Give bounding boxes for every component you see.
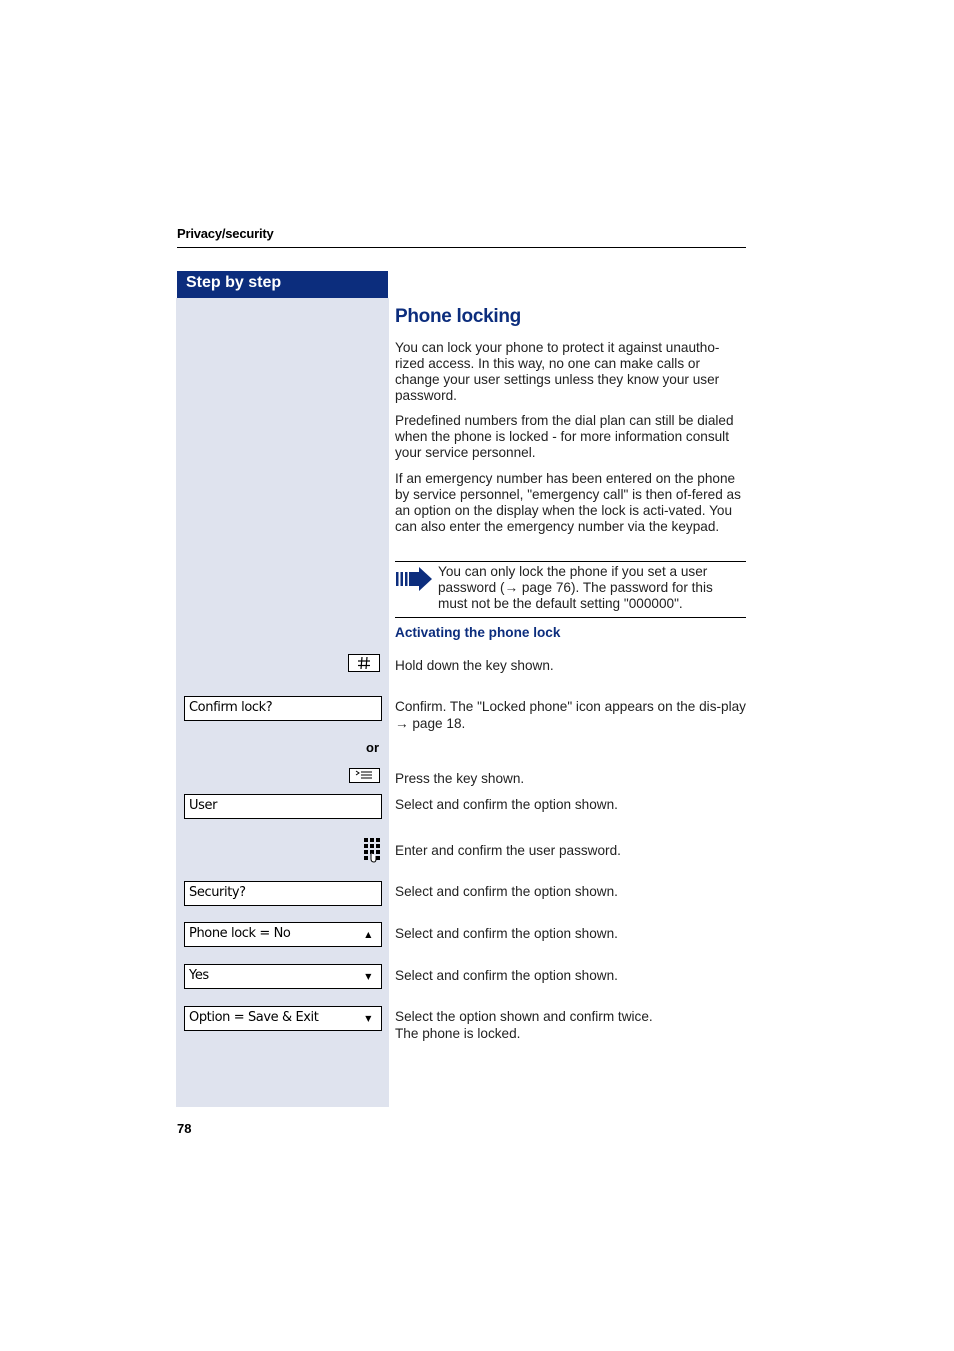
intro-paragraph: You can lock your phone to protect it against unautho-rized access. In this way, no one can make calls or change your user settings unless they know your user password.: [395, 340, 720, 403]
sidebar-heading: Step by step: [177, 271, 388, 298]
header-rule: [177, 247, 746, 248]
step-hold-key: Hold down the key shown.: [395, 658, 554, 673]
display-phone-lock-label: Phone lock = No: [189, 926, 291, 941]
display-security-label: Security?: [189, 885, 246, 900]
display-security[interactable]: [184, 881, 382, 906]
display-option-label: Option = Save & Exit: [189, 1010, 319, 1025]
step-final-select: Select the option shown and confirm twice.: [395, 1009, 653, 1024]
display-yes[interactable]: [184, 964, 382, 989]
emergency-paragraph: If an emergency number has been entered on the phone by service personnel, "emergency call" is then of-fered as an option on the display when the lock is acti-vated. You can also enter the emergency number via the keypad.: [395, 471, 741, 534]
display-yes-label: Yes: [189, 968, 209, 983]
hash-key[interactable]: [348, 654, 380, 672]
step-select-security: Select and confirm the option shown.: [395, 884, 618, 899]
keypad-icon[interactable]: [362, 837, 382, 863]
step-select-yes: Select and confirm the option shown.: [395, 968, 618, 983]
dialplan-paragraph: Predefined numbers from the dial plan can still be dialed when the phone is locked - for more information consult your service personnel.: [395, 413, 734, 460]
page-title: Phone locking: [395, 306, 521, 327]
step-final-result: The phone is locked.: [395, 1026, 521, 1041]
down-triangle-icon: ▼: [365, 1014, 371, 1023]
hash-key-icon: [349, 655, 379, 671]
step-press-key: Press the key shown.: [395, 771, 525, 786]
up-triangle-icon: ▲: [365, 930, 371, 939]
note-text: You can only lock the phone if you set a user password (→ page 76). The password for this must not be the default setting "000000".: [438, 564, 713, 611]
step-confirm: Confirm. The "Locked phone" icon appears on the dis-play → page 18.: [395, 699, 746, 731]
step-select-user: Select and confirm the option shown.: [395, 797, 618, 812]
display-user[interactable]: [184, 794, 382, 819]
menu-key[interactable]: [349, 768, 380, 783]
display-confirm-lock[interactable]: [184, 696, 382, 721]
note-top-rule: [395, 561, 746, 562]
display-phone-lock[interactable]: [184, 922, 382, 947]
display-option-save-exit[interactable]: [184, 1006, 382, 1031]
display-confirm-lock-label: Confirm lock?: [189, 700, 273, 715]
section-title: Privacy/security: [177, 226, 274, 241]
note-bottom-rule: [395, 617, 746, 618]
subheading: Activating the phone lock: [395, 625, 561, 640]
or-label: or: [366, 740, 379, 755]
page-number: 78: [177, 1121, 192, 1136]
down-triangle-icon: ▼: [365, 972, 371, 981]
step-select-phone-lock: Select and confirm the option shown.: [395, 926, 618, 941]
menu-key-icon: [350, 769, 379, 782]
step-enter-password: Enter and confirm the user password.: [395, 843, 621, 858]
display-user-label: User: [189, 798, 218, 813]
note-arrow-icon: [395, 567, 433, 591]
